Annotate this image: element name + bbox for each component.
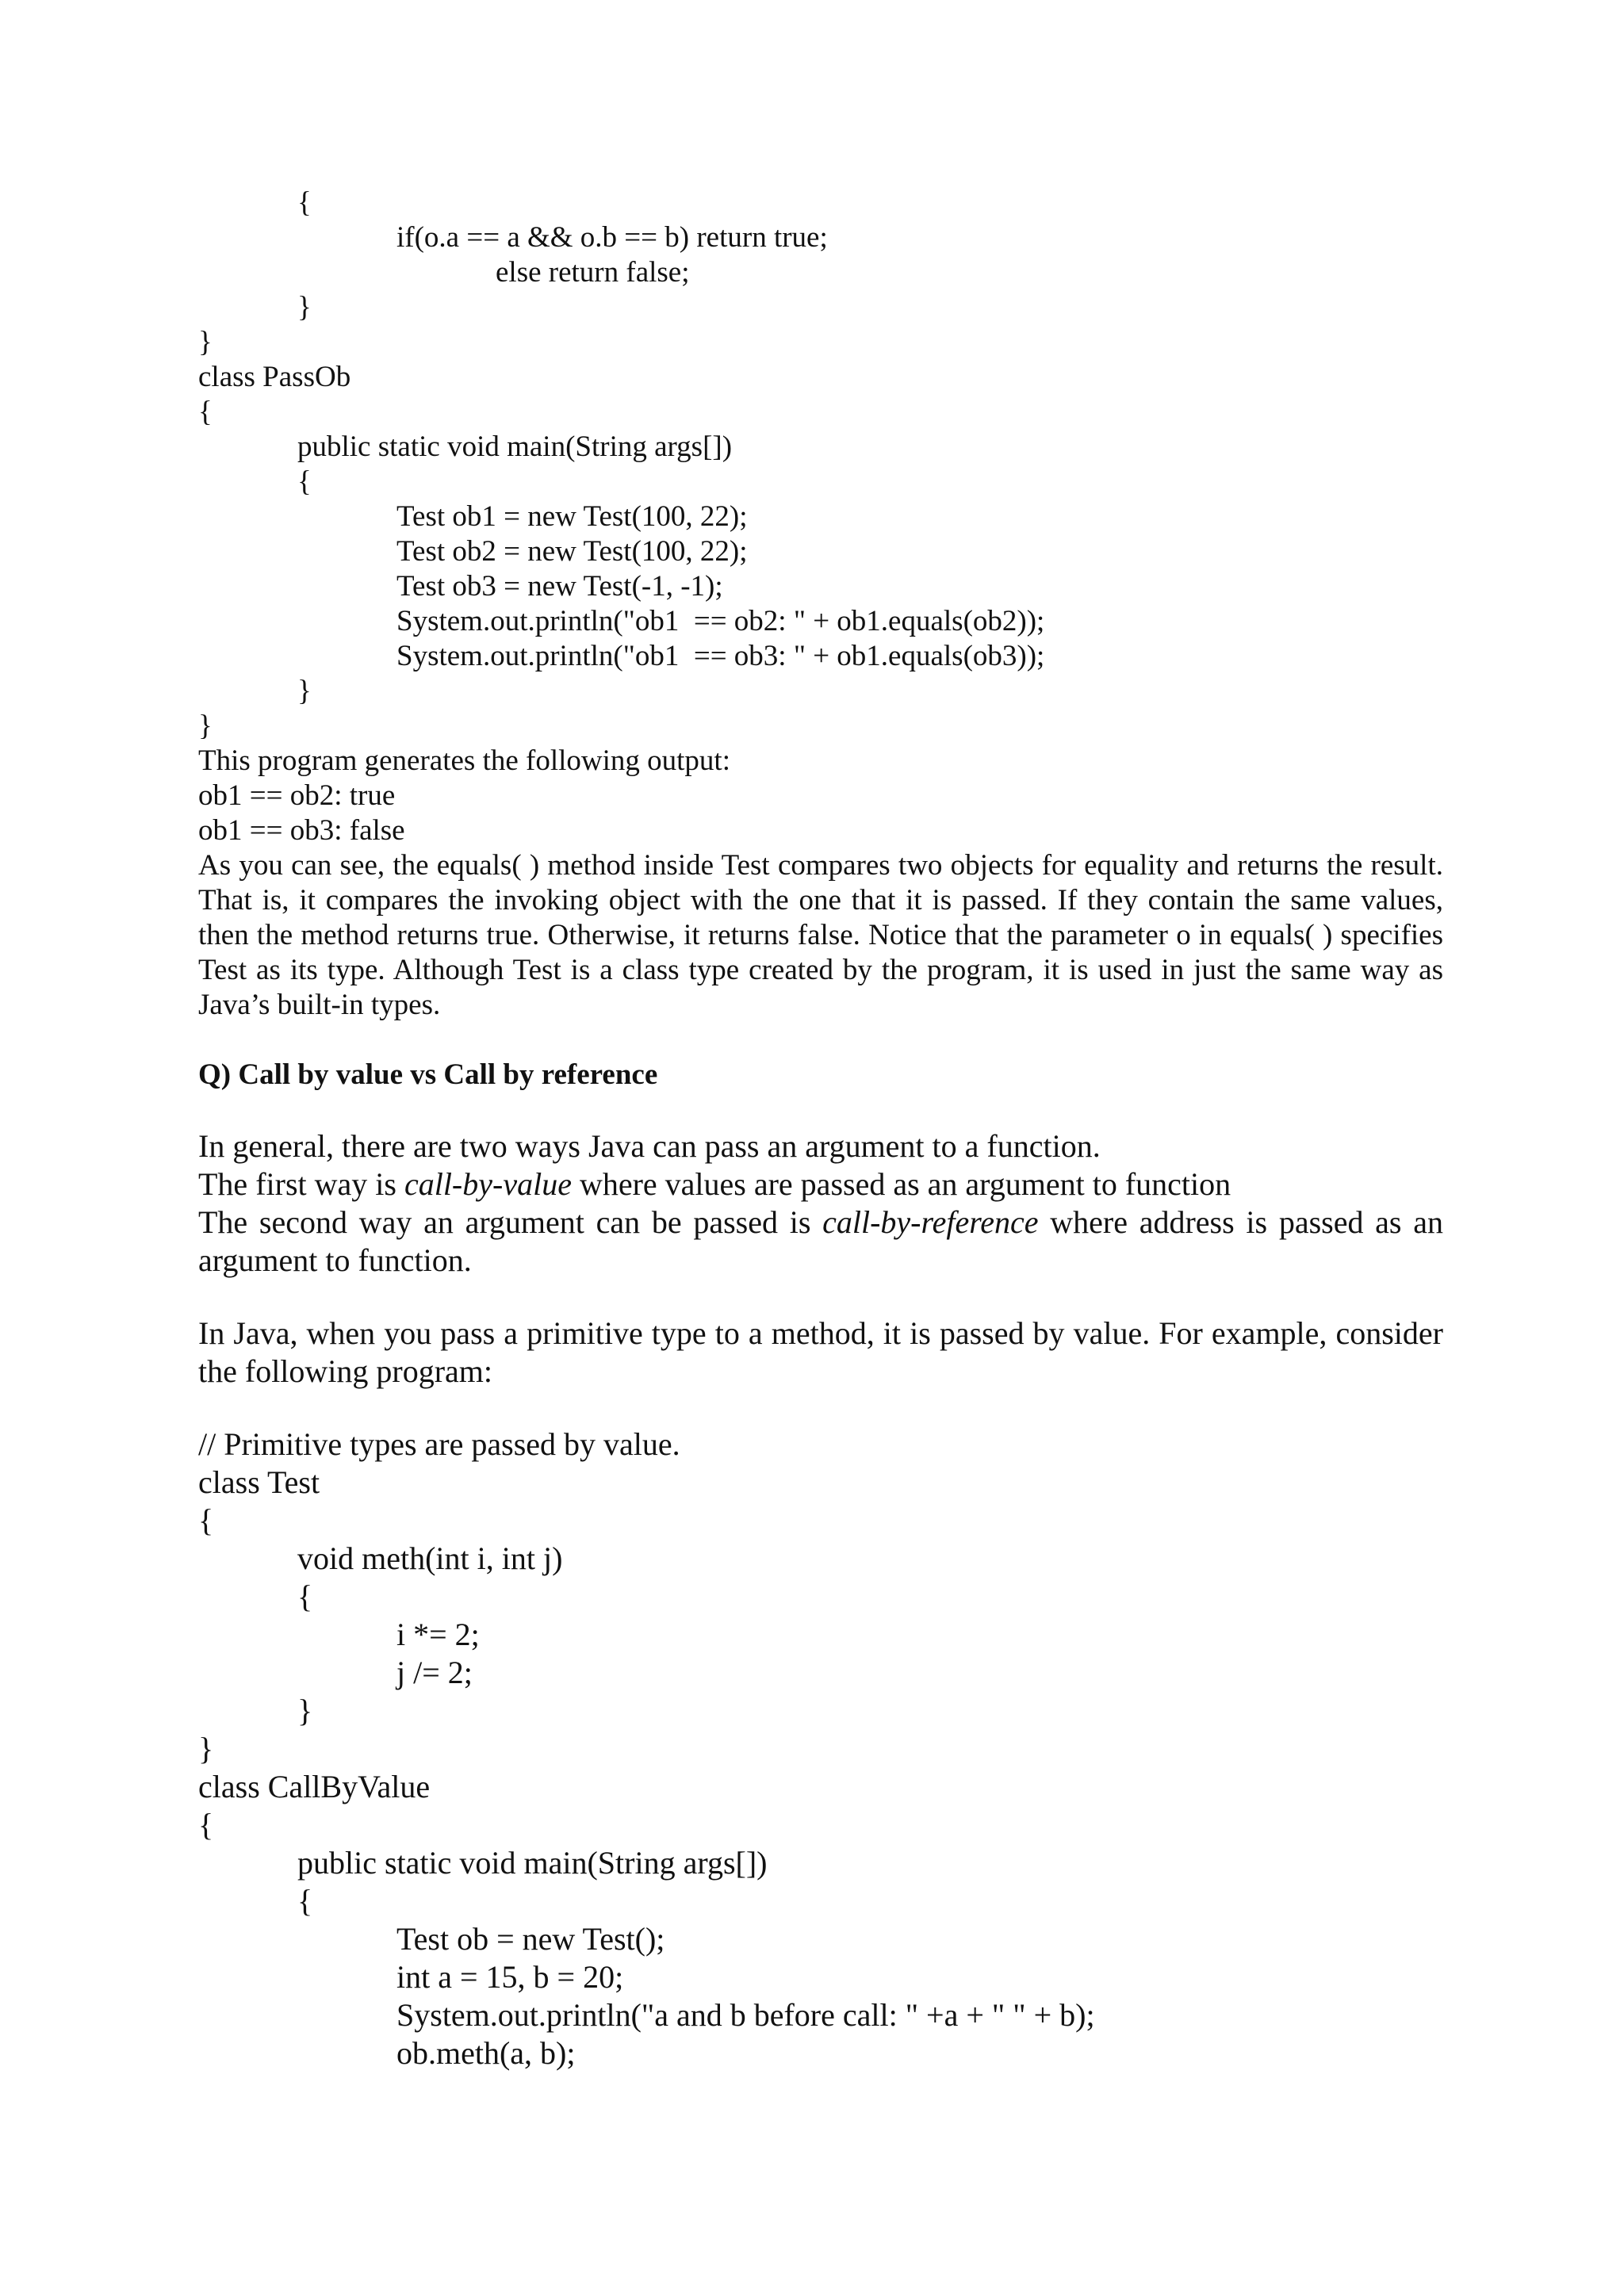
code-line: } xyxy=(198,326,213,358)
general-line-3 xyxy=(198,1203,1443,1280)
code-line: public static void main(String args[]) xyxy=(297,430,733,463)
code-line: int a = 15, b = 20; xyxy=(396,1959,624,1995)
code-line: else return false; xyxy=(496,256,690,289)
code-line: ob.meth(a, b); xyxy=(396,2035,576,2071)
code-line: } xyxy=(297,675,312,707)
code-line: } xyxy=(297,291,312,323)
explanation-paragraph: As you can see, the equals( ) method inside Test compares two objects for equality and returns the result. That is, it compares the invoking object with the one that it is passed. If they contain the same values, then the method returns true. Otherwise, it returns false. Notice that the parameter o in equals( ) specifies Test as its type. Although Test is a class type created by the program, it is used in just the same way as Java’s built-in types. xyxy=(198,849,1443,1021)
output-line: ob1 == ob3: false xyxy=(198,814,405,847)
term-call-by-reference: call-by-reference xyxy=(822,1204,1039,1240)
code-block-passob xyxy=(198,186,1443,744)
code-line: { xyxy=(297,1883,313,1919)
document-page xyxy=(198,186,1443,2247)
code-line: { xyxy=(198,1807,214,1843)
code-line: System.out.println("ob1 == ob3: " + ob1.equals(ob3)); xyxy=(396,640,1045,672)
code-line: Test ob1 = new Test(100, 22); xyxy=(396,500,748,533)
code-line: class CallByValue xyxy=(198,1769,431,1804)
code-line: System.out.println("a and b before call: " +a + " " + b); xyxy=(396,1997,1095,2033)
code-line: Test ob = new Test(); xyxy=(396,1921,665,1957)
code-line: Test ob2 = new Test(100, 22); xyxy=(396,535,748,568)
primitive-intro-paragraph: In Java, when you pass a primitive type to a method, it is passed by value. For example, consider the following program: xyxy=(198,1315,1443,1389)
code-line: } xyxy=(198,1731,214,1766)
output-line: ob1 == ob2: true xyxy=(198,779,396,812)
code-line: { xyxy=(297,186,312,219)
term-call-by-value: call-by-value xyxy=(404,1166,572,1202)
code-line: { xyxy=(198,1502,214,1538)
code-line: class PassOb xyxy=(198,361,351,393)
general-line-1: In general, there are two ways Java can pass an argument to a function. xyxy=(198,1128,1101,1164)
code-line: { xyxy=(198,396,213,428)
text-run: The first way is xyxy=(198,1166,404,1202)
text-run: where values are passed as an argument to function xyxy=(571,1166,1231,1202)
code-line: { xyxy=(297,465,312,498)
code-line: j /= 2; xyxy=(396,1655,473,1690)
code-line: } xyxy=(297,1693,313,1728)
text-run: where address is passed as an argument to function. xyxy=(198,1204,1443,1278)
code-block-callbyvalue xyxy=(198,1425,1443,2072)
code-line: public static void main(String args[]) xyxy=(297,1845,768,1881)
code-line: class Test xyxy=(198,1464,320,1500)
code-line: if(o.a == a && o.b == b) return true; xyxy=(396,221,828,254)
code-line: i *= 2; xyxy=(396,1617,480,1652)
section-heading: Q) Call by value vs Call by reference xyxy=(198,1058,658,1091)
code-line: System.out.println("ob1 == ob2: " + ob1.equals(ob2)); xyxy=(396,605,1045,637)
general-line-2 xyxy=(198,1165,1443,1203)
code-line: } xyxy=(198,710,213,742)
code-line: Test ob3 = new Test(-1, -1); xyxy=(396,570,723,603)
code-line: void meth(int i, int j) xyxy=(297,1540,563,1576)
code-line: { xyxy=(297,1578,313,1614)
code-comment: // Primitive types are passed by value. xyxy=(198,1426,680,1462)
text-run: The second way an argument can be passed is xyxy=(198,1204,823,1240)
output-intro: This program generates the following output: xyxy=(198,744,730,777)
